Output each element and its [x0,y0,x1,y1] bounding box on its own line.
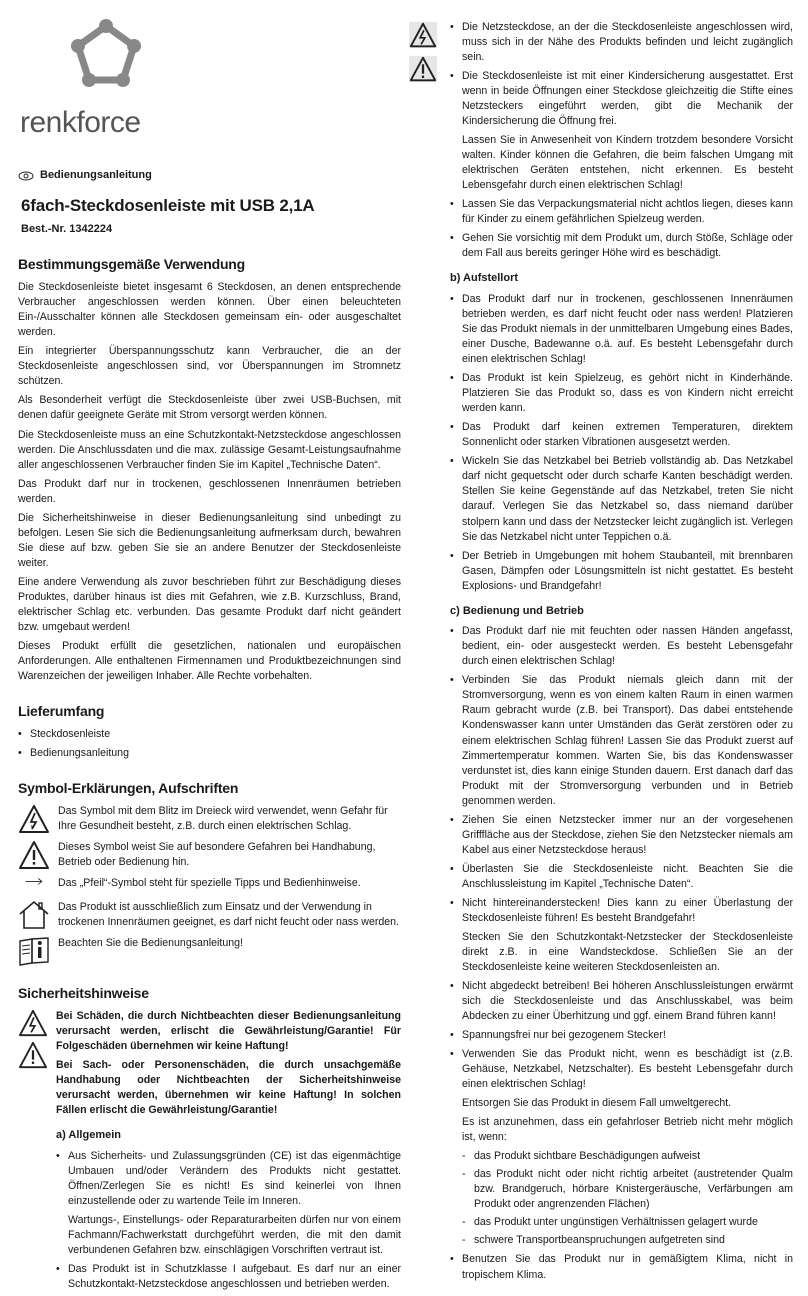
safety-heading: Sicherheitshinweise [18,985,149,1001]
list-item-extra: Stecken Sie den Schutzkontakt-Netzstecker der Steckdosenleiste direkt z.B. in eine Wandsteckdose. Schließen Sie an der Steckdosenleiste keine weiteren Steckdosenleisten an. [462,930,793,973]
intended-use-p8: Dieses Produkt erfüllt die gesetzlichen, nationalen und europäischen Anforderungen. Alle enthaltenen Firmennamen und Produktbezeichnungen sind Warenzeichen der jeweiligen Inhaber. Alle Rechte vorbehalten. [18,639,401,682]
symbol-row [18,876,401,894]
intended-use-p5: Das Produkt darf nur in trockenen, geschlossenen Innenräumen betrieben werden. [18,477,401,505]
intended-use-p6: Die Sicherheitshinweise in dieser Bedienungsanleitung sind unbedingt zu befolgen. Lesen Sie sich die Bedienungsanleitung aufmerksam durch, bewahren Sie diese auf bzw. geben Sie sie an andere Benutzer der Steckdosenleiste weiter. [18,511,401,569]
list-item: • Gehen Sie vorsichtig mit dem Produkt um, durch Stöße, Schläge oder dem Fall aus bereits geringer Höhe wird es beschädigt. [450,231,793,261]
symbol-row [18,900,401,930]
list-item-text: Verwenden Sie das Produkt nicht, wenn es beschädigt ist (z.B. Gehäuse, Netzkabel, Netzschalter). Es besteht Lebensgefahr durch einen elektrischen Schlag! [462,1048,793,1091]
safety-block [18,1009,401,1296]
page-title: 6fach-Steckdosenleiste mit USB 2,1A [21,195,315,215]
list-item: • Wickeln Sie das Netzkabel bei Betrieb vollständig ab. Das Netzkabel darf nicht gequetscht oder durch scharfe Kanten beschädigt werden. Stellen Sie keine Gegenstände auf das Netzkabel, treten Sie nicht darauf. Verlegen Sie das Netzkabel so, dass niemand darüber stolpern kann und dass der Netzstecker leicht zugänglich ist. Verlegen Sie das Netzkabel nicht unter Teppichen o.ä. [450,454,793,544]
list-item-text: Die Steckdosenleiste ist mit einer Kindersicherung ausgestattet. Erst wenn in beide Öffnungen einer Steckdose gleichzeitig die Stifte eines Netzsteckers eingeführt werden, gibt die Mechanik der Kindersicherung die Öffnung frei. [462,70,793,128]
list-item-text: Nicht hintereinanderstecken! Dies kann zu einer Überlastung der Steckdosenleiste führen! Es besteht Brandgefahr! [462,896,793,924]
list-item: • Ziehen Sie einen Netzstecker immer nur an der vorgesehenen Grifffläche aus der Steckdose, ziehen Sie den Netzstecker niemals am Kabel aus einer Netzsteckdose heraus! [450,813,793,858]
placement-list [450,292,793,594]
brand-name: renkforce [20,106,141,139]
list-item: • Das Produkt ist in Schutzklasse I aufgebaut. Es darf nur an einer Schutzkontakt-Netzsteckdose angeschlossen und betrieben werden. [56,1262,401,1292]
list-item: • Die Netzsteckdose, an der die Steckdosenleiste angeschlossen wird, muss sich in der Nähe des Produkts befinden und leicht zugänglich sein. [450,20,793,65]
list-item [450,1047,793,1248]
symbol-text: Das Produkt ist ausschließlich zum Einsatz und der Verwendung in trockenen Innenräumen geeignet, es darf nicht feucht oder nass werden. [58,900,399,928]
arrow-right-icon [18,876,50,894]
list-item [56,1149,401,1258]
intended-use-p2: Ein integrierter Überspannungsschutz kann Verbraucher, die an der Steckdosenleiste angeschlossen sind, vor Überspannungen im Stromnetz schützen. [18,345,401,388]
eye-icon [18,171,34,181]
list-item [450,69,793,193]
symbol-text: Dieses Symbol weist Sie auf besondere Gefahren bei Handhabung, Betrieb oder Bedienung hin. [58,840,376,868]
intended-use-p7: Eine andere Verwendung als zuvor beschrieben führt zur Beschädigung dieses Produktes, darüber hinaus ist dies mit Gefahren, wie z.B. Kurzschluss, Brand, elektrischer Schlag etc. verbunden. Das gesamte Produkt darf nicht geändert bzw. umgebaut werden! [18,575,401,633]
manual-label-text: Bedienungsanleitung [40,169,152,181]
list-item: • Das Produkt darf nur in trockenen, geschlossenen Innenräumen betrieben werden, es darf nicht feucht oder nass werden! Platzieren Sie das Produkt niemals in der unmittelbaren Umgebung eines Bades, einer Dusche, Badewanne o.ä. auf. Es besteht Lebensgefahr durch einen elektrischen Schlag! [450,292,793,367]
list-item-extra: Lassen Sie in Anwesenheit von Kindern trotzdem besondere Vorsicht walten. Kinder können die Gefahren, die beim falschen Umgang mit elektrischen Geräten entstehen, nicht erkennen. Es besteht Lebensgefahr durch einen elektrischen Schlag! [462,134,793,192]
list-item: • Das Produkt darf keinen extremen Temperaturen, direktem Sonnenlicht oder starken Vibrationen ausgesetzt werden. [450,420,793,450]
symbol-row [18,840,401,870]
list-item: - das Produkt nicht oder nicht richtig arbeitet (austretender Qualm bzw. Brandgeruch, hörbare Knistergeräusche, Verfärbungen am Produkt oder angrenzenden Flächen) [462,1167,793,1212]
scope-list [18,727,401,761]
list-item-text: Aus Sicherheits- und Zulassungsgründen (CE) ist das eigenmächtige Umbauen und/oder Verändern des Produkts nicht gestattet. Öffnen/Zerlegen Sie es nicht! Es sind keinerlei von Ihnen einzustellende oder zu wartende Teile im Inneren. [68,1149,401,1207]
scope-heading: Lieferumfang [18,703,105,719]
symbol-text: Das Symbol mit dem Blitz im Dreieck wird verwendet, wenn Gefahr für Ihre Gesundheit besteht, z.B. durch einen elektrischen Schlag. [58,804,388,832]
safety-warranty-text: Bei Schäden, die durch Nichtbeachten dieser Bedienungsanleitung verursacht werden, erlischt die Gewährleistung/Garantie! Für Folgeschäden übernehmen wir keine Haftung! [56,1009,401,1052]
list-item: • Nicht abgedeckt betreiben! Bei höheren Anschlussleistungen erwärmt sich die Steckdosenleiste und das Anschlusskabel, was beim Abdecken zu einer Überhitzung und ggf. einem Brand führen kann! [450,979,793,1024]
exclamation-warning-icon [18,840,50,870]
list-item: - das Produkt unter ungünstigen Verhältnissen gelagert wurde [462,1215,793,1230]
house-icon [18,900,50,930]
exclamation-warning-icon [408,54,438,84]
list-item-extra: Wartungs-, Einstellungs- oder Reparaturarbeiten dürfen nur von einem Fachmann/Fachwerkstatt durchgeführt werden, die mit den damit verbundenen Gefahren bzw. einschlägigen Vorschriften vertraut ist. [68,1213,401,1256]
symbol-row [18,804,401,834]
manual-info-icon [18,936,50,966]
general-list-continued [450,20,793,261]
symbol-row [18,936,401,966]
operation-heading: c) Bedienung und Betrieb [450,604,584,617]
lightning-warning-icon [408,20,438,50]
conditions-list [462,1149,793,1248]
list-item: - schwere Transportbeanspruchungen aufgetreten sind [462,1233,793,1248]
list-item: • Bedienungsanleitung [18,746,401,761]
left-column [18,20,401,1296]
list-item: • Verbinden Sie das Produkt niemals gleich dann mit der Stromversorgung, wenn es von einem kalten Raum in einen warmen Raum gebracht wurde (z.B. bei Transport). Das dabei entstehende Kondenswasser kann unter Umständen das Gerät zerstören oder zu einem elektrischen Schlag führen! Lassen Sie das Produkt zuerst auf Zimmertemperatur kommen. Warten Sie, bis das Kondenswasser verdunstet ist, dies kann einige Stunden dauern. Erst danach darf das Produkt mit der Stromversorgung verbunden und in Betrieb genommen werden. [450,673,793,808]
list-item: • Benutzen Sie das Produkt nur in gemäßigtem Klima, nicht in tropischem Klima. [450,1252,793,1282]
symbol-text: Beachten Sie die Bedienungsanleitung! [58,937,243,949]
list-item: - das Produkt sichtbare Beschädigungen aufweist [462,1149,793,1164]
safety-icons [18,1009,48,1296]
intended-use-p1: Die Steckdosenleiste bietet insgesamt 6 Steckdosen, an denen entsprechende Verbraucher angeschlossen werden können. Über einen beleuchteten Ein-/Ausschalter können alle Steckdosen gemeinsam ein- oder ausgeschaltet werden. [18,281,401,339]
safety-liability-text: Bei Sach- oder Personenschäden, die durch unsachgemäße Handhabung oder Nichtbeachten der Sicherheitshinweise verursacht werden, übernehmen wir keine Haftung! In solchen Fällen erlischt die Gewährleistung/Garantie! [56,1058,401,1117]
intended-use-heading: Bestimmungsgemäße Verwendung [18,256,246,273]
operation-list [450,624,793,1282]
order-number: Best.-Nr. 1342224 [21,222,113,235]
intended-use-p3: Als Besonderheit verfügt die Steckdosenleiste über zwei USB-Buchsen, mit denen dafür geeignete Geräte mit Strom versorgt werden können. [18,394,401,422]
manual-label [18,168,401,184]
intended-use-p4: Die Steckdosenleiste muss an eine Schutzkontakt-Netzsteckdose angeschlossen werden. Die Anschlussdaten und die max. zulässige Gesamt-Leistungsaufnahme aller angeschlossenen Verbraucher finden Sie im Kapitel „Technische Daten“. [18,428,401,471]
renkforce-logo-icon [70,20,142,92]
lightning-warning-icon [18,804,50,834]
list-item: • Steckdosenleiste [18,727,401,742]
list-item-extra: Es ist anzunehmen, dass ein gefahrloser Betrieb nicht mehr möglich ist, wenn: [462,1116,793,1144]
list-item: • Spannungsfrei nur bei gezogenem Stecker! [450,1028,793,1043]
list-item [450,896,793,975]
placement-heading: b) Aufstellort [450,272,519,285]
right-warning-icons [408,20,438,84]
symbol-text: Das „Pfeil“-Symbol steht für spezielle Tipps und Bedienhinweise. [58,876,361,889]
list-item: • Überlasten Sie die Steckdosenleiste nicht. Beachten Sie die Anschlussleistung im Kapitel „Technische Daten“. [450,862,793,892]
lightning-warning-icon [18,1009,48,1037]
list-item: • Das Produkt ist kein Spielzeug, es gehört nicht in Kinderhände. Platzieren Sie das Produkt so, dass es von Kindern nicht erreicht werden kann. [450,371,793,416]
exclamation-warning-icon [18,1041,48,1069]
list-item: • Der Betrieb in Umgebungen mit hohem Staubanteil, mit brennbaren Gasen, Dämpfen oder Lösungsmitteln ist nicht gestattet. Es besteht Explosions- und Brandgefahr! [450,549,793,594]
general-list [56,1149,401,1292]
list-item-extra: Entsorgen Sie das Produkt in diesem Fall umweltgerecht. [462,1097,732,1110]
general-heading: a) Allgemein [56,1129,121,1142]
safety-body [56,1009,401,1296]
brand-logo [18,20,401,150]
list-item: • Das Produkt darf nie mit feuchten oder nassen Händen angefasst, bedient, ein- oder ausgesteckt werden. Es besteht Lebensgefahr durch einen elektrischen Schlag! [450,624,793,669]
symbols-heading: Symbol-Erklärungen, Aufschriften [18,779,239,796]
list-item: • Lassen Sie das Verpackungsmaterial nicht achtlos liegen, dieses kann für Kinder zu einem gefährlichen Spielzeug werden. [450,197,793,227]
right-content [450,20,793,1283]
right-column [418,20,793,1287]
